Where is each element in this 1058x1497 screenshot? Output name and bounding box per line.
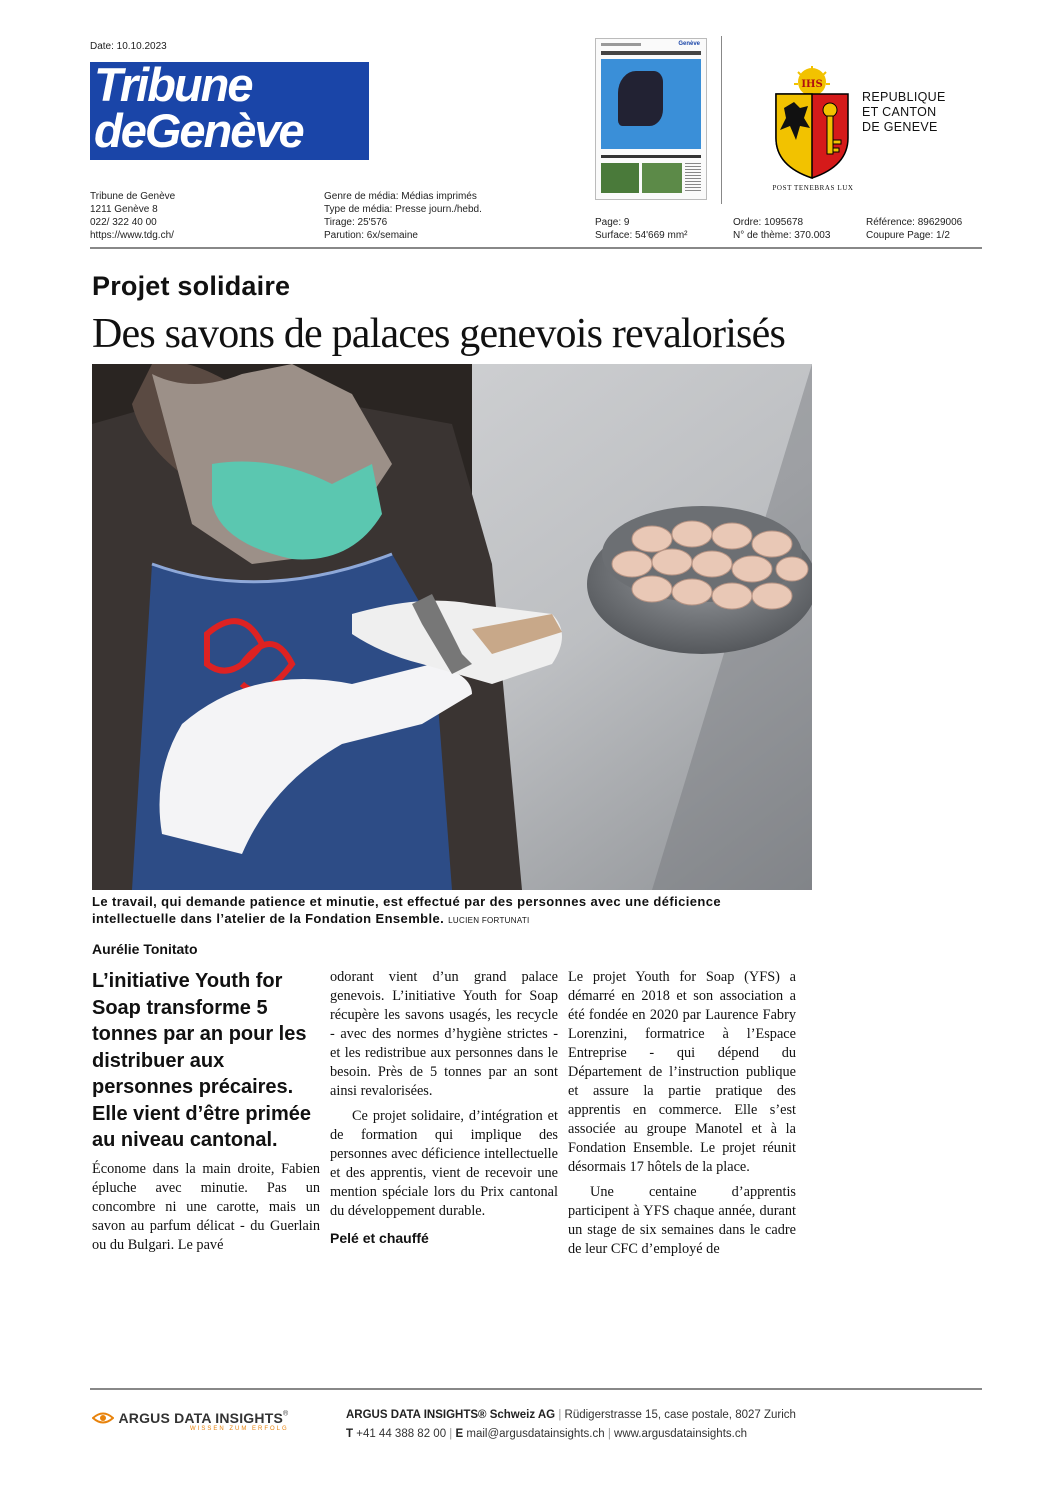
media-type: Type de média: Presse journ./hebd.: [324, 204, 482, 215]
argus-eye-icon: [92, 1411, 114, 1425]
footer-website[interactable]: www.argusdatainsights.ch: [614, 1428, 747, 1440]
order-info: [733, 216, 830, 242]
article-photo: [92, 364, 812, 890]
photo-credit: LUCIEN FORTUNATI: [448, 916, 530, 925]
caption-text: Le travail, qui demande patience et minutie, est effectué par des personnes avec une déficience intellectuelle dans l’atelier de la Fondation Ensemble.: [92, 894, 721, 926]
article-kicker: Projet solidaire: [92, 271, 291, 301]
canton-line-2: ET CANTON: [862, 105, 937, 119]
col1-body: [92, 1160, 320, 1255]
col2-subheading: Pelé et chauffé: [330, 1230, 429, 1246]
col3-paragraph-2: Une centaine d’apprentis participent à YFS chaque année, durant un stage de six semaines dans le cadre de leur CFC d’employé de: [568, 1184, 796, 1257]
col2-paragraph-1: odorant vient d’un grand palace genevois. L’initiative Youth for Soap récupère les savons usagés, les recycle - avec des normes d’hygiène strictes - et les redistribue aux personnes dans le besoin. Près de 5 tonnes par an sont ainsi revalorisées.: [330, 969, 558, 1099]
article-column-1: [92, 968, 320, 1255]
page-number: Page: 9: [595, 217, 630, 228]
page-thumbnail[interactable]: [595, 38, 707, 200]
pub-address: 1211 Genève 8: [90, 204, 158, 215]
media-info: [324, 190, 482, 242]
logo-line-1: Tribune: [94, 58, 252, 111]
publication-info: [90, 190, 175, 242]
argus-tagline: WISSEN ZUM ERFOLG: [190, 1426, 289, 1432]
footer-company-line: ARGUS DATA INSIGHTS® Schweiz AG | Rüdigerstrasse 15, case postale, 8027 Zurich: [346, 1409, 796, 1421]
col1-paragraph: Économe dans la main droite, Fabien épluche avec minutie. Pas un concombre ni une carotte, mais un savon au parfum délicat - du Guerlain ou du Bulgari. Le pavé: [92, 1160, 320, 1253]
footer-company: ARGUS DATA INSIGHTS® Schweiz AG: [346, 1409, 556, 1421]
reference-number: Référence: 89629006: [866, 217, 963, 228]
article-headline: Des savons de palaces genevois revalorisés: [92, 311, 785, 357]
article-author: Aurélie Tonitato: [92, 941, 198, 957]
media-circulation: Tirage: 25'576: [324, 217, 388, 228]
svg-text:IHS: IHS: [801, 79, 823, 90]
article-column-3: [568, 968, 796, 1259]
theme-number: N° de thème: 370.003: [733, 230, 831, 241]
media-frequency: Parution: 6x/semaine: [324, 230, 418, 241]
article-column-2: [330, 968, 558, 1248]
page-surface: Surface: 54'669 mm²: [595, 230, 688, 241]
phone-label: T: [346, 1428, 354, 1440]
photo-caption: [92, 893, 792, 929]
pub-url[interactable]: https://www.tdg.ch/: [90, 230, 174, 241]
canton-line-1: REPUBLIQUE: [862, 90, 946, 104]
header-divider: [90, 247, 982, 249]
pub-name: Tribune de Genève: [90, 191, 176, 202]
col2-paragraph-2: Ce projet solidaire, d’intégration et de formation qui implique des personnes avec déficience intellectuelle et des apprentis, vient de recevoir une mention spéciale lors du Prix cantonal du développement durable.: [330, 1108, 558, 1219]
footer-address: Rüdigerstrasse 15, case postale, 8027 Zurich: [564, 1409, 796, 1421]
footer-phone[interactable]: +41 44 388 82 00: [356, 1428, 447, 1440]
footer-email[interactable]: mail@argusdatainsights.ch: [466, 1428, 605, 1440]
thumb-label: Genève: [678, 41, 700, 47]
reference-info: [866, 216, 962, 242]
page-info: [595, 216, 688, 242]
clip-date: Date: 10.10.2023: [90, 41, 167, 52]
footer-contact-line: T +41 44 388 82 00 | E mail@argusdatainsights.ch | www.argusdatainsights.ch: [346, 1428, 747, 1440]
clipping-page: Coupure Page: 1/2: [866, 230, 950, 241]
logo-line-2: deGenève: [94, 104, 303, 157]
article-lead: L’initiative Youth for Soap transforme 5 tonnes par an pour les distribuer aux personnes précaires. Elle vient d’être primée au niveau cantonal.: [92, 970, 311, 1151]
canton-coat-of-arms: [772, 66, 854, 192]
pub-phone: 022/ 322 40 00: [90, 217, 157, 228]
email-label: E: [455, 1428, 464, 1440]
order-number: Ordre: 1095678: [733, 217, 804, 228]
argus-logo: [92, 1409, 312, 1432]
tdg-logo: [90, 58, 369, 160]
canton-motto: POST TENEBRAS LUX: [772, 184, 854, 192]
footer-divider: [90, 1388, 982, 1390]
media-genre: Genre de média: Médias imprimés: [324, 191, 477, 202]
argus-brand-reg: ®: [283, 1410, 289, 1418]
argus-brand: ARGUS DATA INSIGHTS: [118, 1409, 283, 1426]
canton-name: [862, 90, 946, 135]
canton-line-3: DE GENEVE: [862, 120, 938, 134]
col3-paragraph-1: Le projet Youth for Soap (YFS) a démarré en 2018 et son association a été fondée en 2020 par Laurence Fabry Lorenzini, formatrice à l’Espace Entreprise - qui dépend du Département de l’instruction publique et assure la partie pratique des apprentis en commerce. Elle s’est associée au groupe Manotel et à la Fondation Ensemble. Le projet réunit désormais 17 hôtels de la place.: [568, 969, 796, 1175]
